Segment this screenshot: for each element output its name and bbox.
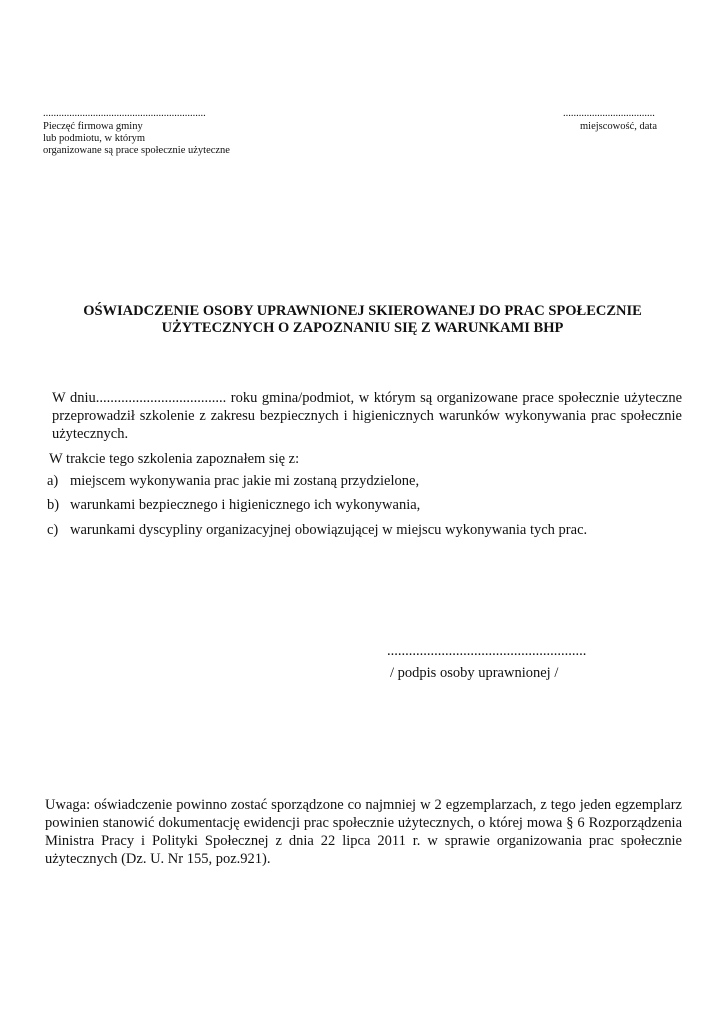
place-date-label: miejscowość, data <box>580 121 657 132</box>
note-paragraph: Uwaga: oświadczenie powinno zostać sporządzone co najmniej w 2 egzemplarzach, z tego jeden egzemplarz powinien stanowić dokumentację ewidencji prac społecznie użytecznych, o której mowa § 6 Rozporządzenia Ministra Pracy i Polityki Społecznej z dnia 22 lipca 2011 r. w sprawie organizowania prac społecznie użytecznych (Dz. U. Nr 155, poz.921). <box>45 797 682 867</box>
list-item-letter: b) <box>47 497 60 513</box>
signature-label: / podpis osoby uprawnionej / <box>390 665 559 681</box>
document-title-line-1: OŚWIADCZENIE OSOBY UPRAWNIONEJ SKIEROWANEJ DO PRAC SPOŁECZNIE <box>83 303 642 319</box>
stamp-label-line-2: lub podmiotu, w którym <box>43 133 146 144</box>
date-dotted-line: ................................... <box>563 108 655 119</box>
list-item-c <box>47 521 587 539</box>
training-paragraph: W dniu.................................... roku gmina/podmiot, w którym są organizowane prace społecznie użyteczne przeprowadził szkolenie z zakresu bezpiecznych i higienicznych warunków wykonywania prac społecznie użytecznych. <box>52 390 682 442</box>
list-item-text: miejscem wykonywania prac jakie mi zostaną przydzielone, <box>70 473 420 489</box>
list-item-text: warunkami bezpiecznego i higienicznego ich wykonywania, <box>70 497 421 513</box>
list-item-a <box>47 472 419 490</box>
training-intro: W trakcie tego szkolenia zapoznałem się z: <box>49 451 300 467</box>
list-item-b <box>47 496 420 514</box>
signature-dotted-line: ....................................................... <box>387 643 587 659</box>
stamp-label-line-3: organizowane są prace społecznie użyteczne <box>43 145 230 156</box>
stamp-dotted-line: .............................................................. <box>43 108 206 119</box>
document-title-line-2: UŻYTECZNYCH O ZAPOZNANIU SIĘ Z WARUNKAMI BHP <box>161 320 564 336</box>
list-item-letter: a) <box>47 473 59 489</box>
list-item-letter: c) <box>47 522 59 538</box>
list-item-text: warunkami dyscypliny organizacyjnej obowiązującej w miejscu wykonywania tych prac. <box>70 522 588 538</box>
stamp-label-line-1: Pieczęć firmowa gminy <box>43 121 143 132</box>
